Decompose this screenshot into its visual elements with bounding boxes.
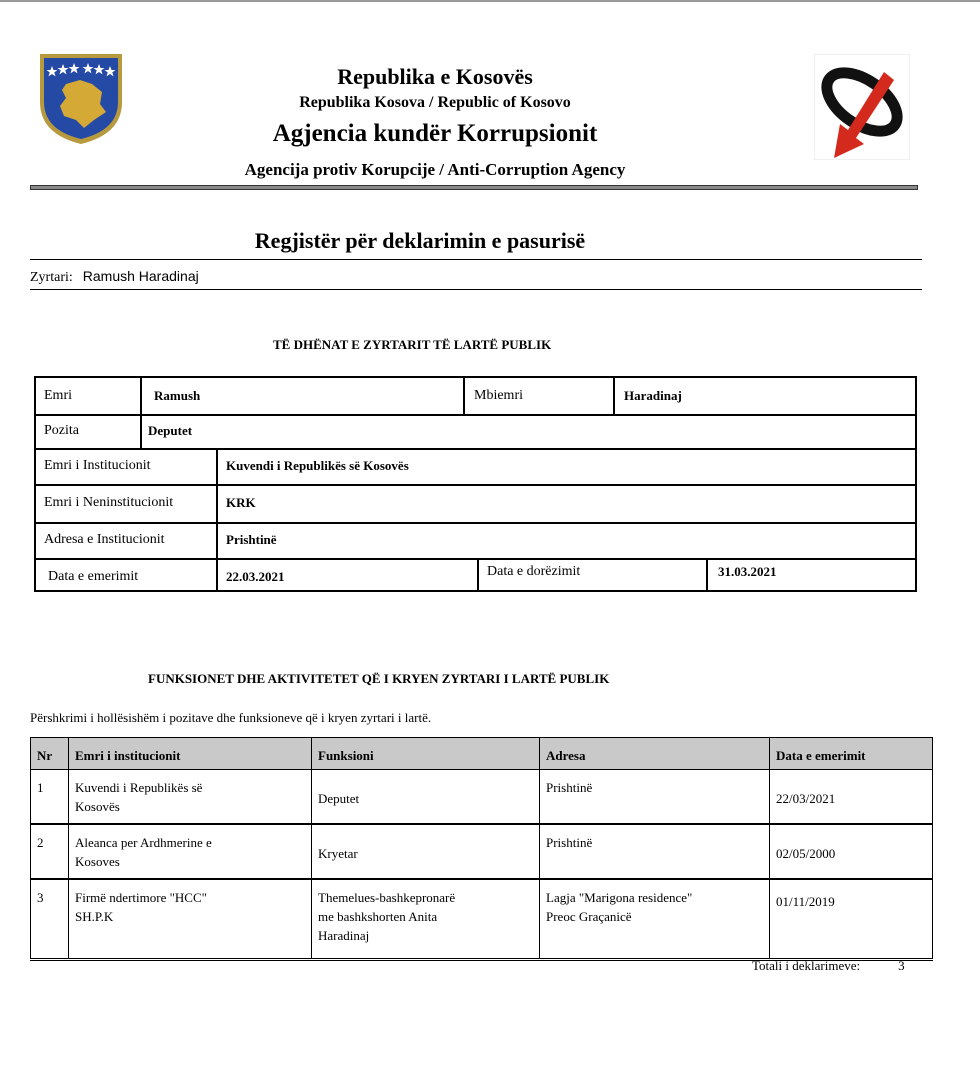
cell-address: Prishtinë (540, 770, 770, 825)
label-appointment-date: Data e emerimit (48, 569, 139, 584)
cell-function: Kryetar (312, 824, 540, 879)
declarations-total (752, 958, 905, 974)
value-subinstitution: KRK (226, 495, 256, 510)
value-institution: Kuvendi i Republikës së Kosovës (226, 458, 409, 473)
value-mbiemri: Haradinaj (624, 388, 682, 403)
anti-corruption-agency-logo-icon (814, 54, 910, 160)
cell-function: Deputet (312, 770, 540, 825)
cell-date: 01/11/2019 (770, 879, 933, 960)
label-emri: Emri (44, 388, 72, 403)
value-emri: Ramush (154, 388, 201, 403)
table-row (31, 824, 933, 879)
label-institution: Emri i Institucionit (44, 458, 151, 473)
column-header-date: Data e emerimit (770, 738, 933, 770)
official-line (30, 268, 199, 286)
personal-section-title: TË DHËNAT E ZYRTARIT TË LARTË PUBLIK (273, 337, 552, 352)
kosovo-emblem-icon (36, 50, 126, 146)
table-row (31, 770, 933, 825)
value-submission-date: 31.03.2021 (718, 564, 777, 579)
table-row (31, 879, 933, 960)
functions-description: Përshkrimi i hollësishëm i pozitave dhe funksioneve që i kryen zyrtari i lartë. (30, 710, 432, 725)
value-appointment-date: 22.03.2021 (226, 569, 285, 584)
column-header-function: Funksioni (312, 738, 540, 770)
column-header-address: Adresa (540, 738, 770, 770)
row-name (36, 378, 915, 416)
official-name: Ramush Haradinaj (82, 268, 199, 284)
cell-address: Lagja "Marigona residence" Preoc Graçanicë (540, 879, 770, 960)
header-divider (30, 185, 918, 190)
value-pozita: Deputet (148, 423, 193, 438)
row-position (36, 414, 915, 450)
column-header-institution: Emri i institucionit (69, 738, 312, 770)
divider (30, 289, 922, 290)
cell-date: 22/03/2021 (770, 770, 933, 825)
label-submission-date: Data e dorëzimit (487, 564, 581, 579)
header-republic: Republika e Kosovës (337, 64, 533, 89)
cell-institution: Aleanca per Ardhmerine e Kosoves (69, 824, 312, 879)
value-address: Prishtinë (226, 532, 277, 547)
divider (30, 259, 922, 260)
row-dates (36, 558, 915, 590)
table-header-row (31, 738, 933, 770)
column-header-nr: Nr (31, 738, 69, 770)
official-label: Zyrtari: (30, 270, 73, 285)
functions-section-title: FUNKSIONET DHE AKTIVITETET QË I KRYEN ZYRTARI I LARTË PUBLIK (148, 671, 610, 686)
total-label: Totali i deklarimeve: (752, 958, 861, 973)
cell-nr: 3 (31, 879, 69, 960)
personal-info-table (34, 376, 917, 592)
header-agency-translations: Agencija protiv Korupcije / Anti-Corruption Agency (244, 160, 626, 179)
label-address: Adresa e Institucionit (44, 532, 165, 547)
top-edge-line (0, 0, 980, 2)
row-institution (36, 448, 915, 486)
cell-institution: Firmë ndertimore "HCC" SH.P.K (69, 879, 312, 960)
page-title: Regjistër për deklarimin e pasurisë (254, 228, 586, 253)
label-pozita: Pozita (44, 423, 79, 438)
cell-institution: Kuvendi i Republikës së Kosovës (69, 770, 312, 825)
row-subinstitution (36, 484, 915, 524)
label-mbiemri: Mbiemri (474, 388, 523, 403)
cell-nr: 1 (31, 770, 69, 825)
cell-date: 02/05/2000 (770, 824, 933, 879)
cell-nr: 2 (31, 824, 69, 879)
header-agency: Agjencia kundër Korrupsionit (272, 120, 598, 147)
cell-address: Prishtinë (540, 824, 770, 879)
functions-table (30, 737, 933, 961)
cell-function: Themelues-bashkepronarë me bashkshorten Anita Haradinaj (312, 879, 540, 960)
header-republic-translations: Republika Kosova / Republic of Kosovo (299, 94, 571, 111)
row-address (36, 522, 915, 560)
label-subinstitution: Emri i Neninstitucionit (44, 495, 174, 510)
total-value: 3 (898, 958, 905, 973)
